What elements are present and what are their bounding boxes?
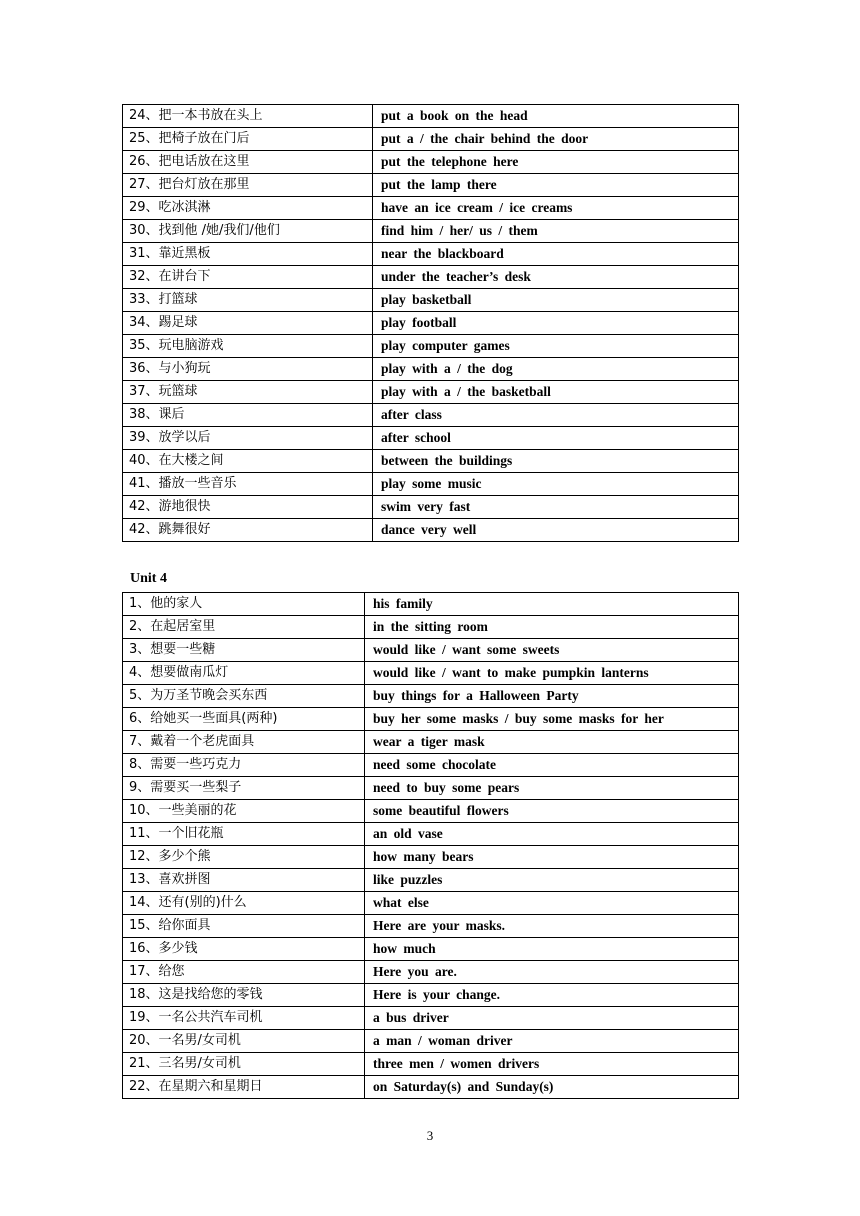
english-phrase-cell: after class bbox=[373, 404, 739, 427]
chinese-phrase-cell: 13、喜欢拼图 bbox=[123, 869, 365, 892]
english-phrase-cell: a bus driver bbox=[365, 1007, 739, 1030]
english-phrase-cell: put a book on the head bbox=[373, 105, 739, 128]
table-row bbox=[123, 358, 739, 381]
english-phrase-cell: swim very fast bbox=[373, 496, 739, 519]
chinese-phrase-cell: 26、把电话放在这里 bbox=[123, 151, 373, 174]
english-phrase-cell: like puzzles bbox=[365, 869, 739, 892]
chinese-phrase-cell: 42、跳舞很好 bbox=[123, 519, 373, 542]
table-row bbox=[123, 404, 739, 427]
unit4-phrase-table bbox=[122, 592, 739, 1099]
chinese-phrase-cell: 42、游地很快 bbox=[123, 496, 373, 519]
chinese-phrase-cell: 20、一名男/女司机 bbox=[123, 1030, 365, 1053]
chinese-phrase-cell: 34、踢足球 bbox=[123, 312, 373, 335]
table-row bbox=[123, 938, 739, 961]
table-row bbox=[123, 289, 739, 312]
table-row bbox=[123, 800, 739, 823]
chinese-phrase-cell: 15、给你面具 bbox=[123, 915, 365, 938]
english-phrase-cell: in the sitting room bbox=[365, 616, 739, 639]
chinese-phrase-cell: 18、这是找给您的零钱 bbox=[123, 984, 365, 1007]
chinese-phrase-cell: 17、给您 bbox=[123, 961, 365, 984]
chinese-phrase-cell: 2、在起居室里 bbox=[123, 616, 365, 639]
english-phrase-cell: play with a / the dog bbox=[373, 358, 739, 381]
english-phrase-cell: Here is your change. bbox=[365, 984, 739, 1007]
english-phrase-cell: Here you are. bbox=[365, 961, 739, 984]
table-row bbox=[123, 823, 739, 846]
english-phrase-cell: buy her some masks / buy some masks for her bbox=[365, 708, 739, 731]
table-row bbox=[123, 593, 739, 616]
english-phrase-cell: near the blackboard bbox=[373, 243, 739, 266]
table-row bbox=[123, 266, 739, 289]
english-phrase-cell: an old vase bbox=[365, 823, 739, 846]
chinese-phrase-cell: 32、在讲台下 bbox=[123, 266, 373, 289]
english-phrase-cell: a man / woman driver bbox=[365, 1030, 739, 1053]
english-phrase-cell: wear a tiger mask bbox=[365, 731, 739, 754]
table-row bbox=[123, 915, 739, 938]
table-row bbox=[123, 473, 739, 496]
table-row bbox=[123, 869, 739, 892]
phrase-table-top-body bbox=[123, 105, 739, 542]
chinese-phrase-cell: 5、为万圣节晚会买东西 bbox=[123, 685, 365, 708]
table-row bbox=[123, 128, 739, 151]
table-row bbox=[123, 846, 739, 869]
chinese-phrase-cell: 33、打篮球 bbox=[123, 289, 373, 312]
table-row bbox=[123, 151, 739, 174]
english-phrase-cell: play with a / the basketball bbox=[373, 381, 739, 404]
table-row bbox=[123, 427, 739, 450]
table-row bbox=[123, 335, 739, 358]
table-row bbox=[123, 708, 739, 731]
table-row bbox=[123, 892, 739, 915]
english-phrase-cell: play some music bbox=[373, 473, 739, 496]
table-row bbox=[123, 1053, 739, 1076]
english-phrase-cell: after school bbox=[373, 427, 739, 450]
english-phrase-cell: would like / want to make pumpkin lanterns bbox=[365, 662, 739, 685]
english-phrase-cell: what else bbox=[365, 892, 739, 915]
unit-heading: Unit 4 bbox=[130, 571, 167, 586]
english-phrase-cell: need to buy some pears bbox=[365, 777, 739, 800]
chinese-phrase-cell: 31、靠近黑板 bbox=[123, 243, 373, 266]
english-phrase-cell: need some chocolate bbox=[365, 754, 739, 777]
english-phrase-cell: between the buildings bbox=[373, 450, 739, 473]
english-phrase-cell: Here are your masks. bbox=[365, 915, 739, 938]
table-row bbox=[123, 197, 739, 220]
table-row bbox=[123, 381, 739, 404]
chinese-phrase-cell: 14、还有(别的)什么 bbox=[123, 892, 365, 915]
english-phrase-cell: put the telephone here bbox=[373, 151, 739, 174]
chinese-phrase-cell: 39、放学以后 bbox=[123, 427, 373, 450]
chinese-phrase-cell: 40、在大楼之间 bbox=[123, 450, 373, 473]
chinese-phrase-cell: 12、多少个熊 bbox=[123, 846, 365, 869]
chinese-phrase-cell: 3、想要一些糖 bbox=[123, 639, 365, 662]
chinese-phrase-cell: 19、一名公共汽车司机 bbox=[123, 1007, 365, 1030]
chinese-phrase-cell: 21、三名男/女司机 bbox=[123, 1053, 365, 1076]
table-row bbox=[123, 777, 739, 800]
table-row bbox=[123, 174, 739, 197]
chinese-phrase-cell: 8、需要一些巧克力 bbox=[123, 754, 365, 777]
chinese-phrase-cell: 10、一些美丽的花 bbox=[123, 800, 365, 823]
chinese-phrase-cell: 25、把椅子放在门后 bbox=[123, 128, 373, 151]
table-row bbox=[123, 1007, 739, 1030]
chinese-phrase-cell: 16、多少钱 bbox=[123, 938, 365, 961]
chinese-phrase-cell: 9、需要买一些梨子 bbox=[123, 777, 365, 800]
chinese-phrase-cell: 24、把一本书放在头上 bbox=[123, 105, 373, 128]
english-phrase-cell: put a / the chair behind the door bbox=[373, 128, 739, 151]
table-row bbox=[123, 1076, 739, 1099]
table-row bbox=[123, 639, 739, 662]
chinese-phrase-cell: 1、他的家人 bbox=[123, 593, 365, 616]
unit4-phrase-table-body bbox=[123, 593, 739, 1099]
table-row bbox=[123, 105, 739, 128]
table-row bbox=[123, 961, 739, 984]
chinese-phrase-cell: 22、在星期六和星期日 bbox=[123, 1076, 365, 1099]
table-row bbox=[123, 685, 739, 708]
english-phrase-cell: buy things for a Halloween Party bbox=[365, 685, 739, 708]
chinese-phrase-cell: 27、把台灯放在那里 bbox=[123, 174, 373, 197]
chinese-phrase-cell: 7、戴着一个老虎面具 bbox=[123, 731, 365, 754]
english-phrase-cell: play football bbox=[373, 312, 739, 335]
chinese-phrase-cell: 37、玩篮球 bbox=[123, 381, 373, 404]
phrase-table-top bbox=[122, 104, 739, 542]
english-phrase-cell: three men / women drivers bbox=[365, 1053, 739, 1076]
chinese-phrase-cell: 4、想要做南瓜灯 bbox=[123, 662, 365, 685]
english-phrase-cell: on Saturday(s) and Sunday(s) bbox=[365, 1076, 739, 1099]
english-phrase-cell: how many bears bbox=[365, 846, 739, 869]
table-row bbox=[123, 754, 739, 777]
english-phrase-cell: play computer games bbox=[373, 335, 739, 358]
english-phrase-cell: his family bbox=[365, 593, 739, 616]
english-phrase-cell: find him / her/ us / them bbox=[373, 220, 739, 243]
chinese-phrase-cell: 6、给她买一些面具(两种) bbox=[123, 708, 365, 731]
english-phrase-cell: some beautiful flowers bbox=[365, 800, 739, 823]
english-phrase-cell: would like / want some sweets bbox=[365, 639, 739, 662]
table-row bbox=[123, 662, 739, 685]
chinese-phrase-cell: 36、与小狗玩 bbox=[123, 358, 373, 381]
table-row bbox=[123, 1030, 739, 1053]
table-row bbox=[123, 496, 739, 519]
chinese-phrase-cell: 38、课后 bbox=[123, 404, 373, 427]
table-row bbox=[123, 312, 739, 335]
english-phrase-cell: how much bbox=[365, 938, 739, 961]
table-row bbox=[123, 984, 739, 1007]
english-phrase-cell: have an ice cream / ice creams bbox=[373, 197, 739, 220]
chinese-phrase-cell: 41、播放一些音乐 bbox=[123, 473, 373, 496]
table-row bbox=[123, 220, 739, 243]
chinese-phrase-cell: 30、找到他 /她/我们/他们 bbox=[123, 220, 373, 243]
table-row bbox=[123, 243, 739, 266]
english-phrase-cell: dance very well bbox=[373, 519, 739, 542]
table-row bbox=[123, 731, 739, 754]
chinese-phrase-cell: 29、吃冰淇淋 bbox=[123, 197, 373, 220]
table-row bbox=[123, 616, 739, 639]
english-phrase-cell: play basketball bbox=[373, 289, 739, 312]
table-row bbox=[123, 450, 739, 473]
english-phrase-cell: put the lamp there bbox=[373, 174, 739, 197]
page-number: 3 bbox=[426, 1128, 434, 1143]
english-phrase-cell: under the teacher’s desk bbox=[373, 266, 739, 289]
chinese-phrase-cell: 11、一个旧花瓶 bbox=[123, 823, 365, 846]
chinese-phrase-cell: 35、玩电脑游戏 bbox=[123, 335, 373, 358]
table-row bbox=[123, 519, 739, 542]
